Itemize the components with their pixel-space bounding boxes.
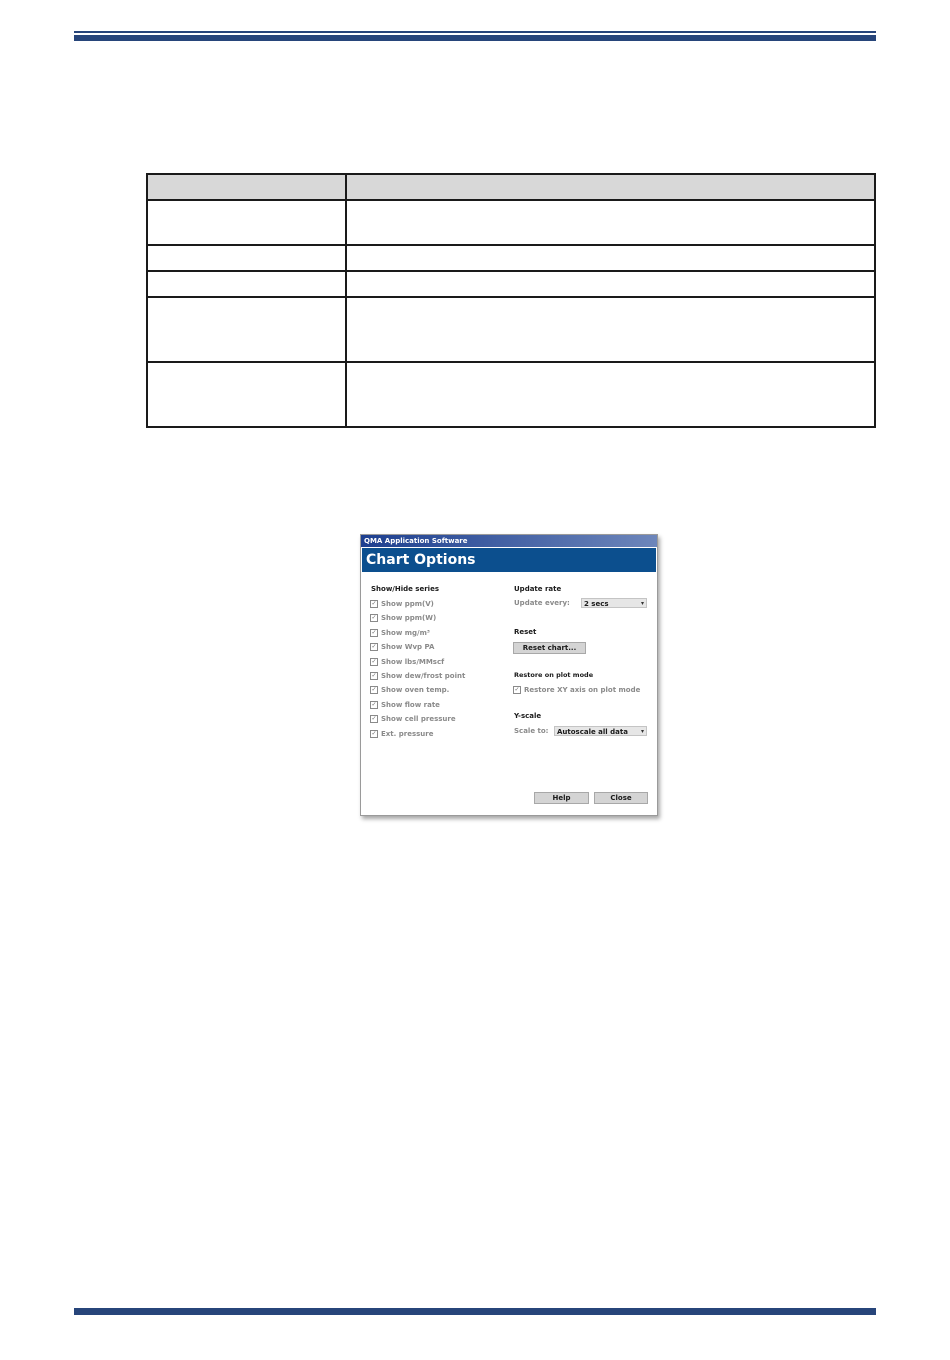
series-checkbox[interactable] [370, 642, 434, 652]
table-cell [346, 245, 875, 271]
table-cell [346, 297, 875, 362]
table-row [147, 362, 875, 427]
check-icon: ✓ [371, 700, 377, 708]
update-every-label: Update every: [514, 599, 570, 607]
help-button[interactable]: Help [534, 792, 589, 804]
restore-xy-checkbox[interactable] [513, 685, 640, 695]
check-icon: ✓ [371, 657, 377, 665]
restore-xy-label: Restore XY axis on plot mode [524, 686, 641, 694]
series-checkbox-label: Show Wvp PA [381, 643, 435, 652]
update-rate-select[interactable] [581, 598, 647, 608]
series-checkbox-label: Ext. pressure [381, 729, 434, 738]
series-checkbox-label: Show flow rate [381, 700, 440, 709]
series-checkbox[interactable] [370, 657, 444, 667]
series-checkbox-label: Show cell pressure [381, 715, 456, 724]
check-icon: ✓ [514, 686, 520, 693]
series-checkbox[interactable] [370, 671, 465, 681]
table-header-cell [346, 174, 875, 200]
yscale-value: Autoscale all data [557, 728, 628, 736]
series-checkbox-label: Show lbs/MMscf [381, 657, 445, 666]
table-cell [147, 200, 346, 245]
table-cell [147, 297, 346, 362]
table-row [147, 297, 875, 362]
update-rate-value: 2 secs [584, 600, 609, 608]
footer-rule [74, 1308, 876, 1315]
table-row [147, 271, 875, 297]
check-icon: ✓ [371, 715, 377, 723]
update-rate-title: Update rate [514, 585, 562, 593]
series-checkbox[interactable] [370, 729, 433, 739]
series-checkbox-label: Show ppm(V) [381, 600, 434, 608]
table-row [147, 200, 875, 245]
check-icon: ✓ [371, 643, 377, 651]
check-icon: ✓ [371, 672, 377, 679]
series-checkbox[interactable] [370, 628, 430, 638]
table-cell [147, 271, 346, 297]
header-rule [74, 31, 876, 41]
chevron-down-icon: ▾ [640, 600, 644, 607]
check-icon: ✓ [371, 686, 377, 694]
window-title: QMA Application Software [361, 535, 657, 547]
table-row [147, 245, 875, 271]
series-checkbox[interactable] [370, 685, 449, 695]
yscale-select[interactable] [554, 726, 647, 736]
table-header-cell [147, 174, 346, 200]
reset-chart-button[interactable]: Reset chart... [513, 642, 586, 654]
series-checkbox-label: Show dew/frost point [381, 672, 466, 680]
table-cell [147, 245, 346, 271]
spec-table [146, 173, 876, 428]
check-icon: ✓ [371, 628, 377, 636]
series-checkbox-label: Show ppm(W) [381, 614, 437, 623]
restore-title: Restore on plot mode [514, 671, 594, 679]
close-button[interactable]: Close [594, 792, 648, 804]
table-cell [346, 271, 875, 297]
series-checkbox[interactable] [370, 700, 440, 710]
show-hide-title: Show/Hide series [371, 585, 439, 593]
series-checkbox-label: Show oven temp. [381, 686, 450, 695]
reset-title: Reset [514, 628, 537, 636]
header-rule-thin [74, 31, 876, 33]
header-rule-thick [74, 35, 876, 41]
chart-options-dialog [360, 534, 658, 816]
table-cell [147, 362, 346, 427]
table-cell [346, 362, 875, 427]
series-checkbox-label: Show mg/m³ [381, 628, 430, 637]
dialog-heading: Chart Options [362, 548, 656, 572]
series-checkbox[interactable] [370, 714, 456, 724]
series-checkbox[interactable] [370, 599, 434, 609]
yscale-title: Y-scale [514, 712, 542, 720]
check-icon: ✓ [371, 729, 377, 737]
table-cell [346, 200, 875, 245]
scale-to-label: Scale to: [514, 727, 549, 735]
table-header-row [147, 174, 875, 200]
check-icon: ✓ [371, 600, 377, 607]
chevron-down-icon: ▾ [640, 728, 644, 735]
series-checkbox[interactable] [370, 613, 436, 623]
check-icon: ✓ [371, 614, 377, 622]
